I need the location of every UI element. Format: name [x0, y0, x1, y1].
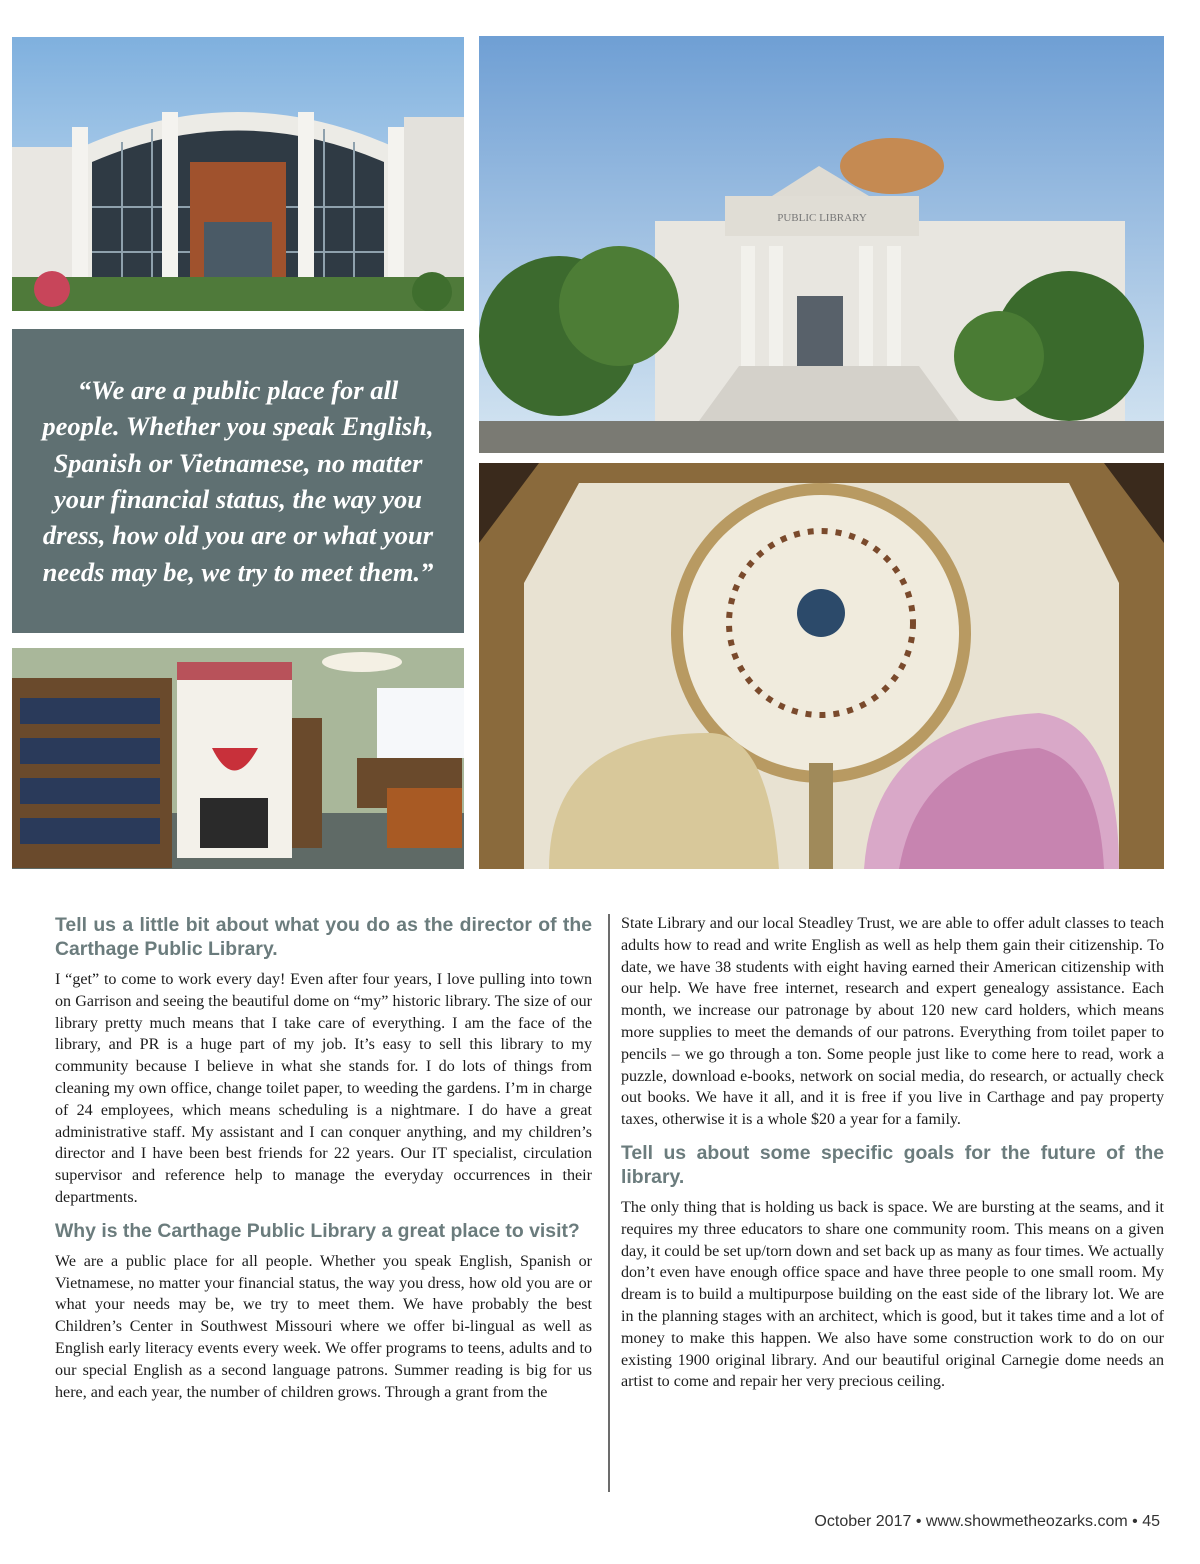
- answer-paragraph: We are a public place for all people. Whether you speak English, Spanish or Vietnamese, no matter your financial status, the way you dress, how old you are or what your needs may be, we try to meet them. We have probably the best Children’s Center in Southwest Missouri where we offer bi-lingual as well as English early literacy events every week. We offer programs to teens, adults and to our special English as a second language patrons. Summer reading is big for us here, and each year, the number of children grows. Through a grant from the: [55, 1252, 592, 1401]
- pull-quote-box: [12, 329, 464, 633]
- dome-ceiling-photo: [479, 463, 1164, 869]
- page-footer: October 2017 • www.showmetheozarks.com • 45: [814, 1513, 1160, 1530]
- article-left-column: [55, 913, 592, 1413]
- question-heading: Tell us a little bit about what you do as the director of the Carthage Public Library.: [55, 914, 592, 960]
- pull-quote-text: “We are a public place for all people. Whether you speak English, Spanish or Vietnamese, no matter your financial status, the way you dress, how old you are or what your needs may be, we try to meet them.”: [42, 374, 434, 587]
- historic-library-photo: [479, 36, 1164, 453]
- modern-library-photo: [12, 37, 464, 311]
- reading-room-photo: [12, 648, 464, 869]
- answer-paragraph: The only thing that is holding us back is space. We are bursting at the seams, and it requires my three educators to share one community room. This means on a given day, it could be set up/torn down and set back up as many as four times. We actually don’t even have enough office space and have three people to one small room. My dream is to build a multipurpose building on the east side of the library lot. We are in the planning stages with an architect, which is good, but it takes time and a lot of money to make this happen. We also have some construction work to do on our existing 1900 original library. And our beautiful original Carnegie dome needs an artist to come and repair her very precious ceiling.: [621, 1198, 1164, 1391]
- building-inscription: PUBLIC LIBRARY: [777, 212, 867, 224]
- column-divider: [608, 914, 610, 1492]
- question-heading: Tell us about some specific goals for the future of the library.: [621, 1141, 1164, 1188]
- answer-paragraph: State Library and our local Steadley Trust, we are able to offer adult classes to teach adults how to read and write English as well as help them gain their citizenship. To date, we have 38 students with eight having earned their American citizenship with our help. We have free internet, research and expert genealogy assistance. Each month, we increase our patronage by about 120 new card holders, which means more supplies to meet the demands of our patrons. Everything from toilet paper to pencils – we go through a ton. Some people just like to come here to read, work a puzzle, download e-books, network on social media, do research, or actually check out books. We have it all, and it is free if you live in Carthage and pay property taxes, otherwise it is a whole $20 a year for a family.: [621, 915, 1164, 1129]
- article-right-column: [621, 913, 1164, 1403]
- answer-paragraph: I “get” to come to work every day! Even after four years, I love pulling into town on Garrison and seeing the beautiful dome on “my” historic library. The size of our library pretty much means that I take care of everything. I am the face of the library, and PR is a huge part of my job. It’s easy to sell this library to my community because I believe in what she stands for. I do lots of things from cleaning my own office, change toilet paper, to weeding the gardens. I’m in charge of 24 employees, which means scheduling is a nightmare. I do have a great administrative staff. My assistant and I can conquer anything, and my children’s director and I have been best friends for 22 years. Our IT specialist, circulation supervisor and reference help to manage the everyday occurrences in their departments.: [55, 971, 592, 1206]
- question-heading: Why is the Carthage Public Library a great place to visit?: [55, 1219, 580, 1242]
